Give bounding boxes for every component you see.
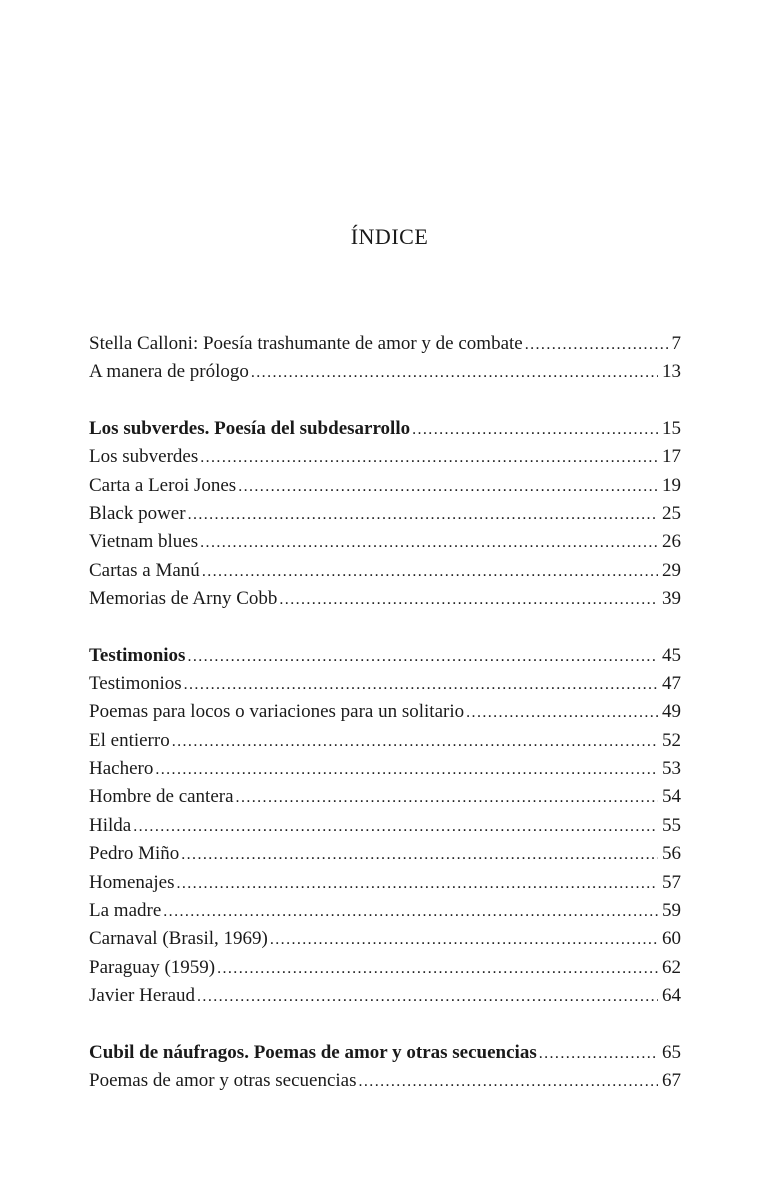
toc-entry-title: Poemas de amor y otras secuencias	[89, 1069, 357, 1091]
toc-entry-title: Pedro Miño	[89, 843, 180, 865]
toc-entry-title: Hilda	[89, 814, 132, 836]
dot-leader	[200, 529, 658, 557]
toc-section	[89, 415, 681, 614]
toc-entry-title: Memorias de Arny Cobb	[89, 588, 278, 610]
dot-leader	[202, 558, 658, 586]
dot-leader	[270, 926, 658, 954]
toc-entry	[89, 1067, 681, 1095]
toc-page-number: 7	[671, 333, 681, 354]
dot-leader	[217, 955, 658, 983]
page-title: ÍNDICE	[350, 224, 429, 249]
table-of-contents	[89, 330, 681, 1095]
toc-entry-title: La madre	[89, 900, 162, 922]
toc-entry	[89, 698, 681, 726]
toc-page-number: 47	[662, 672, 681, 694]
toc-page-number: 15	[662, 417, 681, 439]
toc-entry-title: Carnaval (Brasil, 1969)	[89, 928, 268, 950]
toc-page-number: 67	[662, 1069, 681, 1091]
dot-leader	[539, 1040, 658, 1068]
toc-entry	[89, 528, 681, 556]
toc-page-number: 13	[662, 361, 681, 383]
toc-page-number: 39	[662, 588, 681, 610]
toc-entry-title: Poemas para locos o variaciones para un solitario	[89, 701, 465, 723]
dot-leader	[466, 699, 658, 727]
dot-leader	[181, 841, 658, 869]
toc-section	[89, 1039, 681, 1096]
toc-entry	[89, 925, 681, 953]
toc-entry	[89, 755, 681, 783]
toc-page-number: 29	[662, 559, 681, 581]
toc-page-number: 57	[662, 871, 681, 893]
toc-page-number: 54	[662, 786, 681, 808]
toc-entry-title: Testimonios	[89, 644, 186, 666]
dot-leader	[359, 1068, 659, 1096]
dot-leader	[187, 643, 658, 671]
toc-entry	[89, 840, 681, 868]
toc-page-number: 26	[662, 531, 681, 553]
toc-entry-title: Hombre de cantera	[89, 786, 234, 808]
toc-entry	[89, 897, 681, 925]
toc-entry-title: Vietnam blues	[89, 531, 199, 553]
dot-leader	[525, 331, 668, 359]
toc-page-number: 62	[662, 956, 681, 978]
toc-entry	[89, 954, 681, 982]
toc-entry-title: Homenajes	[89, 871, 175, 893]
dot-leader	[200, 444, 658, 472]
toc-entry-title: Stella Calloni: Poesía trashumante de amor y de combate	[89, 333, 523, 354]
toc-entry-title: El entierro	[89, 729, 170, 751]
toc-entry	[89, 982, 681, 1010]
toc-entry-title: Black power	[89, 502, 186, 524]
toc-entry	[89, 727, 681, 755]
toc-page-number: 45	[662, 644, 681, 666]
toc-page-number: 60	[662, 928, 681, 950]
toc-page-number: 56	[662, 843, 681, 865]
toc-entry	[89, 358, 681, 386]
toc-page-number: 19	[662, 474, 681, 496]
toc-entry	[89, 472, 681, 500]
toc-section-heading	[89, 415, 681, 443]
toc-entry	[89, 670, 681, 698]
toc-section-heading	[89, 1039, 681, 1067]
toc-entry	[89, 783, 681, 811]
toc-page-number: 64	[662, 985, 681, 1007]
dot-leader	[155, 756, 658, 784]
dot-leader	[163, 898, 658, 926]
toc-entry	[89, 443, 681, 471]
toc-page-number: 59	[662, 900, 681, 922]
toc-page-number: 53	[662, 758, 681, 780]
dot-leader	[412, 416, 658, 444]
toc-entry	[89, 812, 681, 840]
dot-leader	[238, 473, 658, 501]
toc-section	[89, 642, 681, 1011]
dot-leader	[188, 501, 658, 529]
toc-entry-title: Cubil de náufragos. Poemas de amor y otras secuencias	[89, 1041, 537, 1063]
toc-page-number: 25	[662, 502, 681, 524]
dot-leader	[176, 870, 658, 898]
toc-section-heading	[89, 642, 681, 670]
toc-entry-title: Los subverdes. Poesía del subdesarrollo	[89, 417, 411, 439]
toc-entry	[89, 500, 681, 528]
toc-entry-title: Los subverdes	[89, 446, 199, 468]
toc-page-number: 65	[662, 1041, 681, 1063]
toc-page-number: 52	[662, 729, 681, 751]
dot-leader	[184, 671, 658, 699]
toc-entry	[89, 585, 681, 613]
toc-entry-title: Testimonios	[89, 672, 182, 694]
dot-leader	[197, 983, 658, 1011]
toc-entry-title: Paraguay (1959)	[89, 956, 216, 978]
toc-page-number: 17	[662, 446, 681, 468]
dot-leader	[172, 728, 658, 756]
toc-entry-title: Hachero	[89, 758, 154, 780]
toc-entry	[89, 557, 681, 585]
toc-entry-title: A manera de prólogo	[89, 361, 249, 383]
dot-leader	[133, 813, 658, 841]
dot-leader	[279, 586, 658, 614]
toc-page-number: 49	[662, 701, 681, 723]
toc-entry-title: Cartas a Manú	[89, 559, 200, 581]
toc-entry-title: Javier Heraud	[89, 985, 196, 1007]
toc-entry	[89, 869, 681, 897]
toc-entry-title: Carta a Leroi Jones	[89, 474, 237, 496]
toc-section	[89, 330, 681, 387]
dot-leader	[251, 359, 658, 387]
toc-entry	[89, 330, 681, 358]
toc-page-number: 55	[662, 814, 681, 836]
dot-leader	[236, 784, 658, 812]
